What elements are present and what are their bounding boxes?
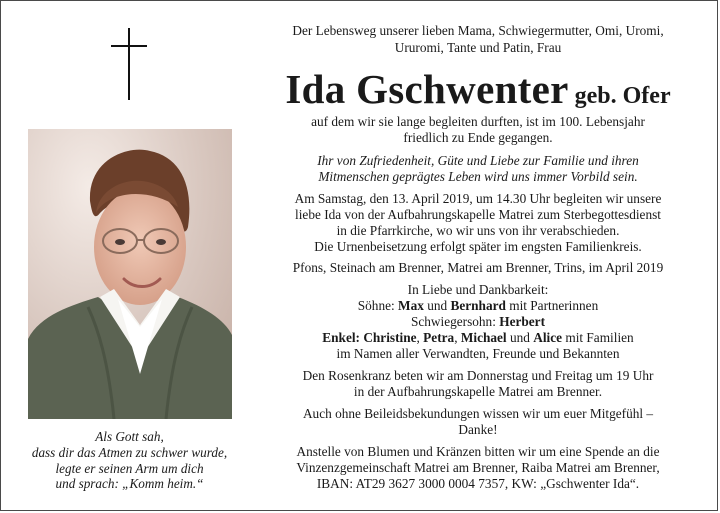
deceased-name — [251, 65, 705, 113]
funeral-line: liebe Ida von der Aufbahrungskapelle Matrei zum Sterbegottesdienst — [295, 207, 661, 222]
verse-line: und sprach: „Komm heim.“ — [55, 476, 204, 492]
thanks-line: Auch ohne Beileidsbekundungen wissen wir um euer Mitgefühl – — [302, 406, 654, 421]
funeral-line: Am Samstag, den 13. April 2019, um 14.30 Uhr begleiten wir unsere — [294, 191, 662, 206]
place-date: Pfons, Steinach am Brenner, Matrei am Brenner, Trins, im April 2019 — [292, 260, 664, 275]
age-line: auf dem wir sie lange begleiten durften, ist im 100. Lebensjahr — [311, 114, 645, 129]
donation-line: IBAN: AT29 3627 3000 0004 7357, KW: „Gschwenter Ida“. — [316, 476, 640, 491]
tribute-line: Mitmenschen geprägtes Leben wird uns immer Vorbild sein. — [318, 169, 638, 184]
relatives-line: im Namen aller Verwandten, Freunde und Bekannten — [336, 346, 620, 361]
full-name: Ida Gschwenter — [285, 66, 569, 112]
intro-line: Der Lebensweg unserer lieben Mama, Schwiegermutter, Omi, Uromi, — [292, 23, 664, 38]
age-line: friedlich zu Ende gegangen. — [403, 130, 553, 145]
tribute-line: Ihr von Zufriedenheit, Güte und Liebe zur Familie und ihren — [317, 153, 639, 168]
donation-line: Anstelle von Blumen und Kränzen bitten wir um eine Spende an die — [296, 444, 660, 459]
intro-line: Ururomi, Tante und Patin, Frau — [394, 40, 562, 55]
grandchildren-line: Enkel: Christine, Petra, Michael und Alice mit Familien — [322, 330, 634, 345]
verse-line: legte er seinen Arm um dich — [55, 460, 204, 476]
donation-line: Vinzenzgemeinschaft Matrei am Brenner, Raiba Matrei am Brenner, — [296, 460, 660, 475]
verse — [13, 429, 246, 492]
maiden-name: geb. Ofer — [574, 83, 671, 109]
verse-line: Als Gott sah, — [95, 429, 164, 444]
rosary-line: Den Rosenkranz beten wir am Donnerstag und Freitag um 19 Uhr — [302, 368, 654, 383]
family-intro: In Liebe und Dankbarkeit: — [407, 282, 549, 297]
portrait-photo — [28, 129, 232, 419]
verse-line: dass dir das Atmen zu schwer wurde, — [31, 444, 228, 460]
soninlaw-line: Schwiegersohn: Herbert — [410, 314, 546, 329]
cross-icon — [111, 28, 147, 100]
funeral-line: in die Pfarrkirche, wo wir uns von ihr verabschieden. — [336, 223, 620, 238]
thanks-line: Danke! — [458, 422, 498, 437]
funeral-line: Die Urnenbeisetzung erfolgt später im engsten Familienkreis. — [314, 239, 642, 254]
rosary-line: in der Aufbahrungskapelle Matrei am Brenner. — [353, 384, 603, 399]
sons-line: Söhne: Max und Bernhard mit Partnerinnen — [357, 298, 599, 313]
